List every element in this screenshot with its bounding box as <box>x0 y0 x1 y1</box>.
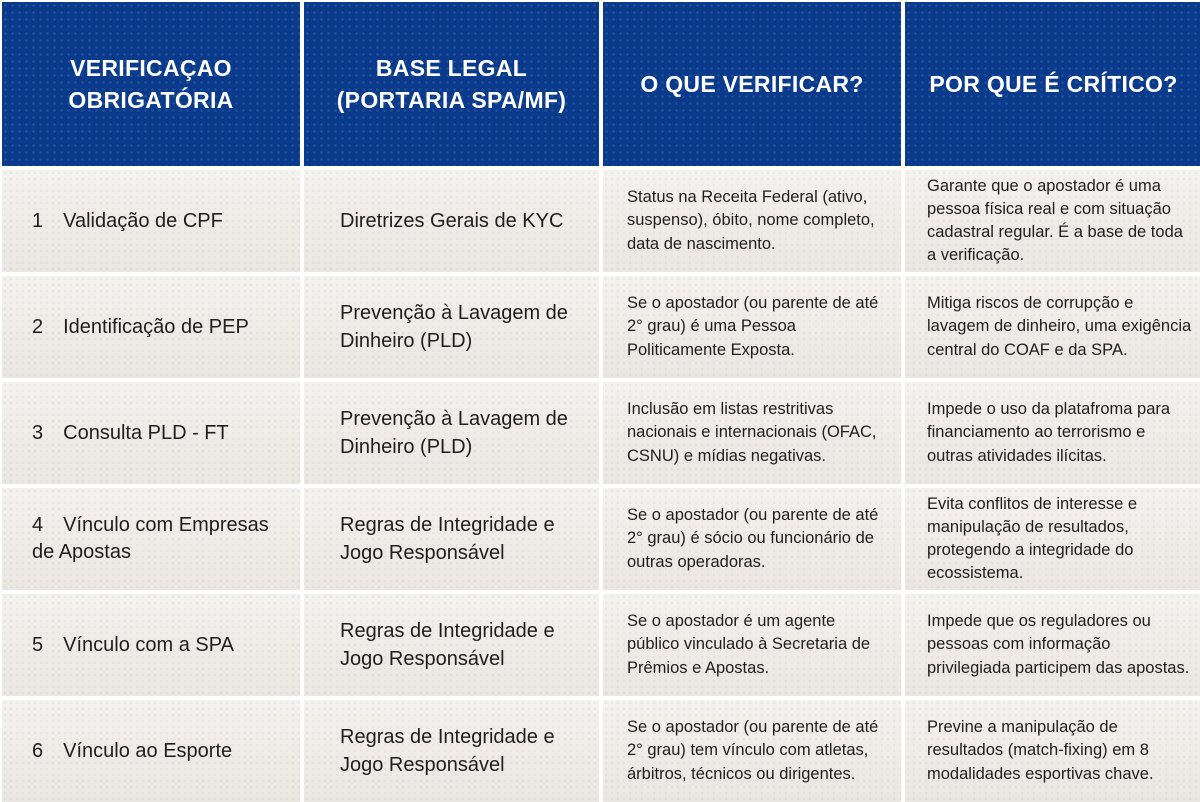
row-number: 6 <box>32 739 44 762</box>
por-que-critico-text: Impede o uso da platafroma para financiamento ao terrorismo e outras atividades ilícitas. <box>927 400 1171 465</box>
row-2-verificacao <box>2 276 300 378</box>
por-que-critico-text: Mitiga riscos de corrupção e lavagem de dinheiro, uma exigência central do COAF e da SPA. <box>927 294 1192 359</box>
row-2-base-legal <box>304 276 599 378</box>
base-legal-text: Regras de Integridade e Jogo Responsável <box>340 620 555 670</box>
o-que-verificar-text: Status na Receita Federal (ativo, suspenso), óbito, nome completo, data de nascimento. <box>627 188 875 253</box>
row-5-por-que-critico <box>905 594 1200 696</box>
row-6-por-que-critico <box>905 700 1200 802</box>
header-base-legal: BASE LEGAL (PORTARIA SPA/MF) <box>304 2 599 166</box>
base-legal-text: Regras de Integridade e Jogo Responsável <box>340 514 555 564</box>
row-4-por-que-critico <box>905 488 1200 590</box>
verificacao-text: Vínculo com Empresas de Apostas <box>32 514 269 563</box>
o-que-verificar-text: Se o apostador (ou parente de até 2° grau) é uma Pessoa Politicamente Exposta. <box>627 294 879 359</box>
o-que-verificar-text: Se o apostador é um agente público vinculado à Secretaria de Prêmios e Apostas. <box>627 612 871 677</box>
verificacao-text: Vínculo com a SPA <box>63 633 234 656</box>
por-que-critico-text: Impede que os reguladores ou pessoas com informação privilegiada participem das apostas. <box>927 612 1190 677</box>
row-4-verificacao <box>2 488 300 590</box>
row-5-o-que-verificar <box>603 594 901 696</box>
row-4-base-legal <box>304 488 599 590</box>
row-3-verificacao <box>2 382 300 484</box>
header-verificacao: VERIFICAÇAO OBRIGATÓRIA <box>2 2 300 166</box>
row-1-base-legal <box>304 170 599 272</box>
verificacao-text: Identificação de PEP <box>63 315 249 338</box>
por-que-critico-text: Evita conflitos de interesse e manipulação de resultados, protegendo a integridade do ecossistema. <box>927 494 1138 583</box>
verificacao-text: Consulta PLD - FT <box>63 421 229 444</box>
row-number: 3 <box>32 421 44 444</box>
row-1-o-que-verificar <box>603 170 901 272</box>
o-que-verificar-text: Se o apostador (ou parente de até 2° grau) é sócio ou funcionário de outras operadoras. <box>627 506 879 571</box>
row-5-base-legal <box>304 594 599 696</box>
row-2-por-que-critico <box>905 276 1200 378</box>
row-3-o-que-verificar <box>603 382 901 484</box>
row-5-verificacao <box>2 594 300 696</box>
row-number: 4 <box>32 514 44 536</box>
row-3-base-legal <box>304 382 599 484</box>
o-que-verificar-text: Se o apostador (ou parente de até 2° grau) tem vínculo com atletas, árbitros, técnicos ou dirigentes. <box>627 718 879 783</box>
base-legal-text: Prevenção à Lavagem de Dinheiro (PLD) <box>340 302 568 352</box>
header-por-que-critico: POR QUE É CRÍTICO? <box>905 2 1200 166</box>
verificacao-text: Validação de CPF <box>63 209 223 232</box>
row-number: 2 <box>32 315 44 338</box>
por-que-critico-text: Garante que o apostador é uma pessoa física real e com situação cadastral regular. É a base de toda a verificação. <box>927 176 1183 265</box>
base-legal-text: Diretrizes Gerais de KYC <box>340 210 564 232</box>
row-number: 5 <box>32 633 44 656</box>
row-2-o-que-verificar <box>603 276 901 378</box>
row-6-verificacao <box>2 700 300 802</box>
row-6-o-que-verificar <box>603 700 901 802</box>
header-o-que-verificar: O QUE VERIFICAR? <box>603 2 901 166</box>
row-6-base-legal <box>304 700 599 802</box>
base-legal-text: Prevenção à Lavagem de Dinheiro (PLD) <box>340 408 568 458</box>
row-1-verificacao <box>2 170 300 272</box>
row-4-o-que-verificar <box>603 488 901 590</box>
row-3-por-que-critico <box>905 382 1200 484</box>
por-que-critico-text: Previne a manipulação de resultados (match-fixing) em 8 modalidades esportivas chave. <box>927 718 1154 783</box>
base-legal-text: Regras de Integridade e Jogo Responsável <box>340 726 555 776</box>
o-que-verificar-text: Inclusão em listas restritivas nacionais e internacionais (OFAC, CSNU) e mídias negativas. <box>627 400 877 465</box>
row-number: 1 <box>32 209 44 232</box>
row-1-por-que-critico <box>905 170 1200 272</box>
verificacao-text: Vínculo ao Esporte <box>63 739 233 762</box>
